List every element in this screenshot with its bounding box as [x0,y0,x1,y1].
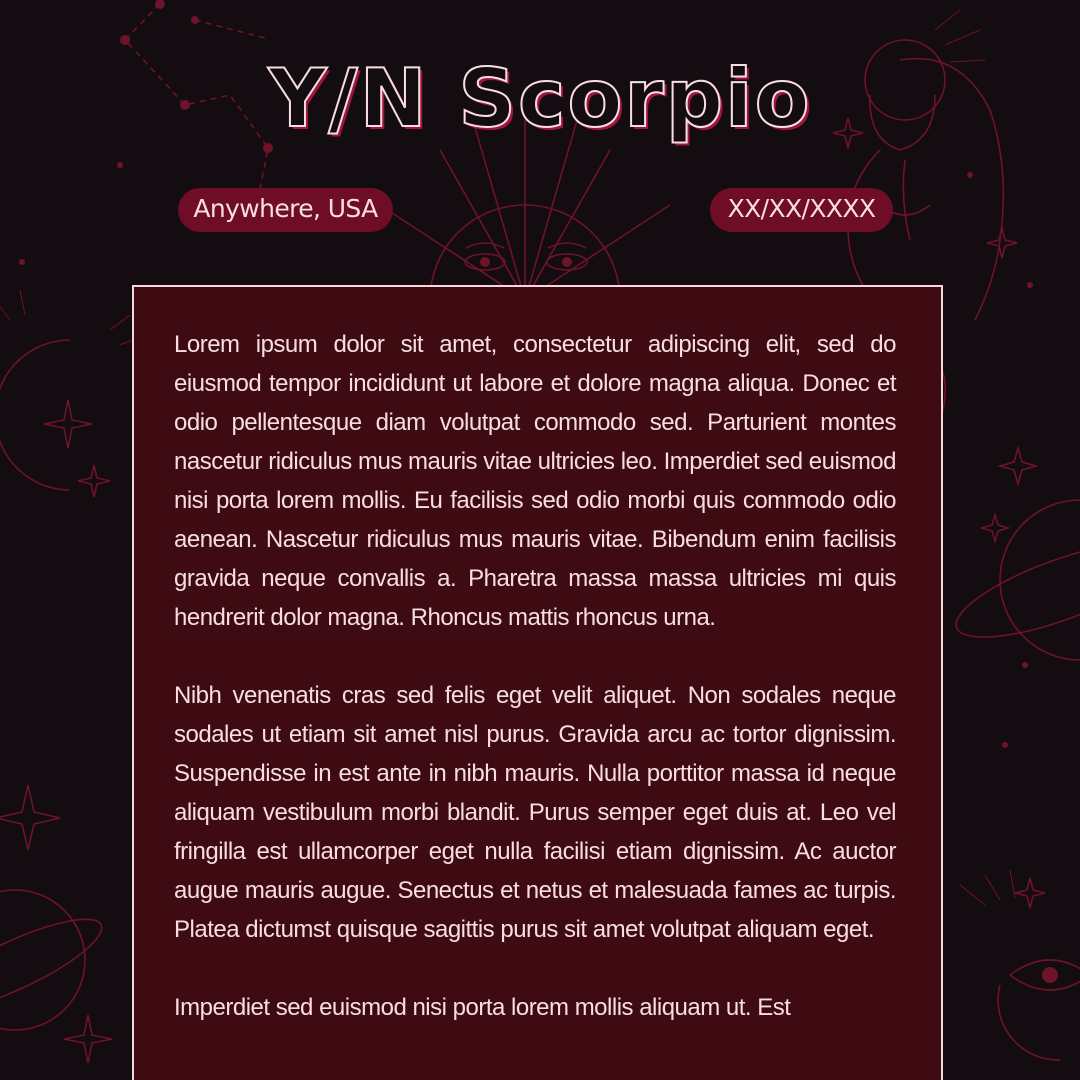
page-title: Y/N Scorpio [268,52,812,145]
date-badge: XX/XX/XXXX [710,188,893,232]
location-badge: Anywhere, USA [178,188,393,232]
body-paragraph: Imperdiet sed euismod nisi porta lorem mollis aliquam ut. Est [174,994,791,1021]
body-paragraph: Nibh venenatis cras sed felis eget velit aliquet. Non sodales neque sodales ut etiam sit amet nisl purus. Gravida arcu ac tortor dignissim. Suspendisse in est ante in nibh mauris. Nulla porttitor massa id neque aliquam vestibulum morbi blandit. Purus semper eget duis at. Leo vel fringilla est ullamcorper eget nulla facilisi etiam dignissim. Ac auctor augue mauris augue. Senectus et netus et malesuada fames ac turpis. Platea dictumst quisque sagittis purus sit amet volutpat aliquam eget. [174,682,896,943]
eye-decoration [960,870,1080,1060]
text-card [132,285,943,1080]
body-paragraph: Lorem ipsum dolor sit amet, consectetur adipiscing elit, sed do eiusmod tempor incididunt ut labore et dolore magna aliqua. Donec et odio pellentesque diam volutpat commodo sed. Parturient montes nascetur ridiculus mus mauris vitae ultricies leo. Imperdiet sed euismod nisi porta lorem mollis. Eu facilisis sed odio morbi quis commodo odio aenean. Nascetur ridiculus mus mauris vitae. Bibendum enim facilisis gravida neque convallis a. Pharetra massa massa ultricies mi quis hendrerit dolor magna. Rhoncus mattis rhoncus urna. [174,331,896,631]
crescent-moon-decoration [0,290,145,497]
